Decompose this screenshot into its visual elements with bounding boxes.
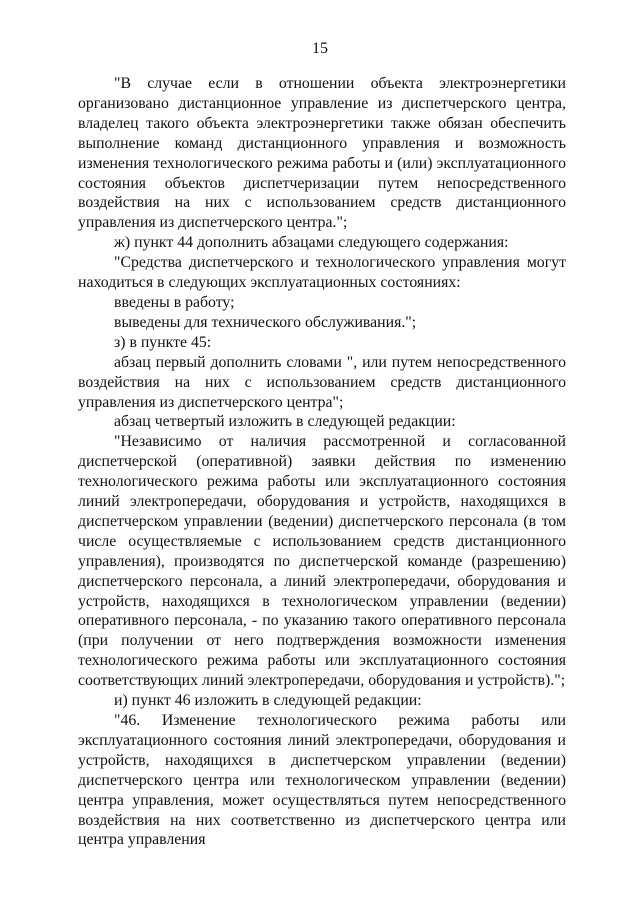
paragraph-item-zh: ж) пункт 44 дополнить абзацами следующего содержания:: [114, 234, 509, 252]
paragraph-item-z: з) в пункте 45:: [114, 333, 212, 351]
paragraph-maintenance: выведены для технического обслуживания.";: [114, 313, 417, 331]
document-body: [78, 74, 566, 850]
paragraph-in-operation: введены в работу;: [114, 293, 235, 311]
paragraph-dispatch-remote-control: "В случае если в отношении объекта электроэнергетики организовано дистанционное управление из диспетчерского центра, владелец такого объекта электроэнергетики также обязан обеспечить выполнение команд дистанционного управления и возможность изменения технологического режима работы и (или) эксплуатационного состояния объектов диспетчеризации путем непосредственного воздействия на них с использованием средств дистанционного управления из диспетчерского центра.";: [78, 75, 566, 232]
paragraph-first-abzac: абзац первый дополнить словами ", или путем непосредственного воздействия на них с использованием средств дистанционного управления из диспетчерского центра";: [78, 353, 566, 411]
paragraph-fourth-abzac: абзац четвертый изложить в следующей редакции:: [114, 413, 456, 431]
paragraph-item-i: и) пункт 46 изложить в следующей редакции:: [114, 692, 422, 710]
paragraph-independently: "Независимо от наличия рассмотренной и согласованной диспетчерской (оперативной) заявки действия по изменению технологического режима работы или эксплуатационного состояния линий электропередачи, оборудования и устройств, находящихся в диспетчерском управлении (ведении) диспетчерского персонала (в том числе осуществляемые с использованием средств дистанционного управления), производятся по диспетчерской команде (разрешению) диспетчерского персонала, а линий электропередачи, оборудования и устройств, находящихся в технологическом управлении (ведении) оперативного персонала, - по указанию такого оперативного персонала (при получении от него подтверждения возможности изменения технологического режима работы или эксплуатационного состояния соответствующих линий электропередачи, оборудования и устройств).";: [78, 433, 566, 690]
page-number: 15: [312, 40, 328, 57]
paragraph-point-46: "46. Изменение технологического режима работы или эксплуатационного состояния линий электропередачи, оборудования и устройств, находящихся в диспетчерском управлении (ведении) диспетчерского центра или технологическом управлении (ведении) центра управления, может осуществляться путем непосредственного воздействия на них соответственно из диспетчерского центра или центра управления: [78, 712, 566, 849]
paragraph-means-of-control: "Средства диспетчерского и технологического управления могут находиться в следующих эксплуатационных состояниях:: [78, 254, 566, 292]
